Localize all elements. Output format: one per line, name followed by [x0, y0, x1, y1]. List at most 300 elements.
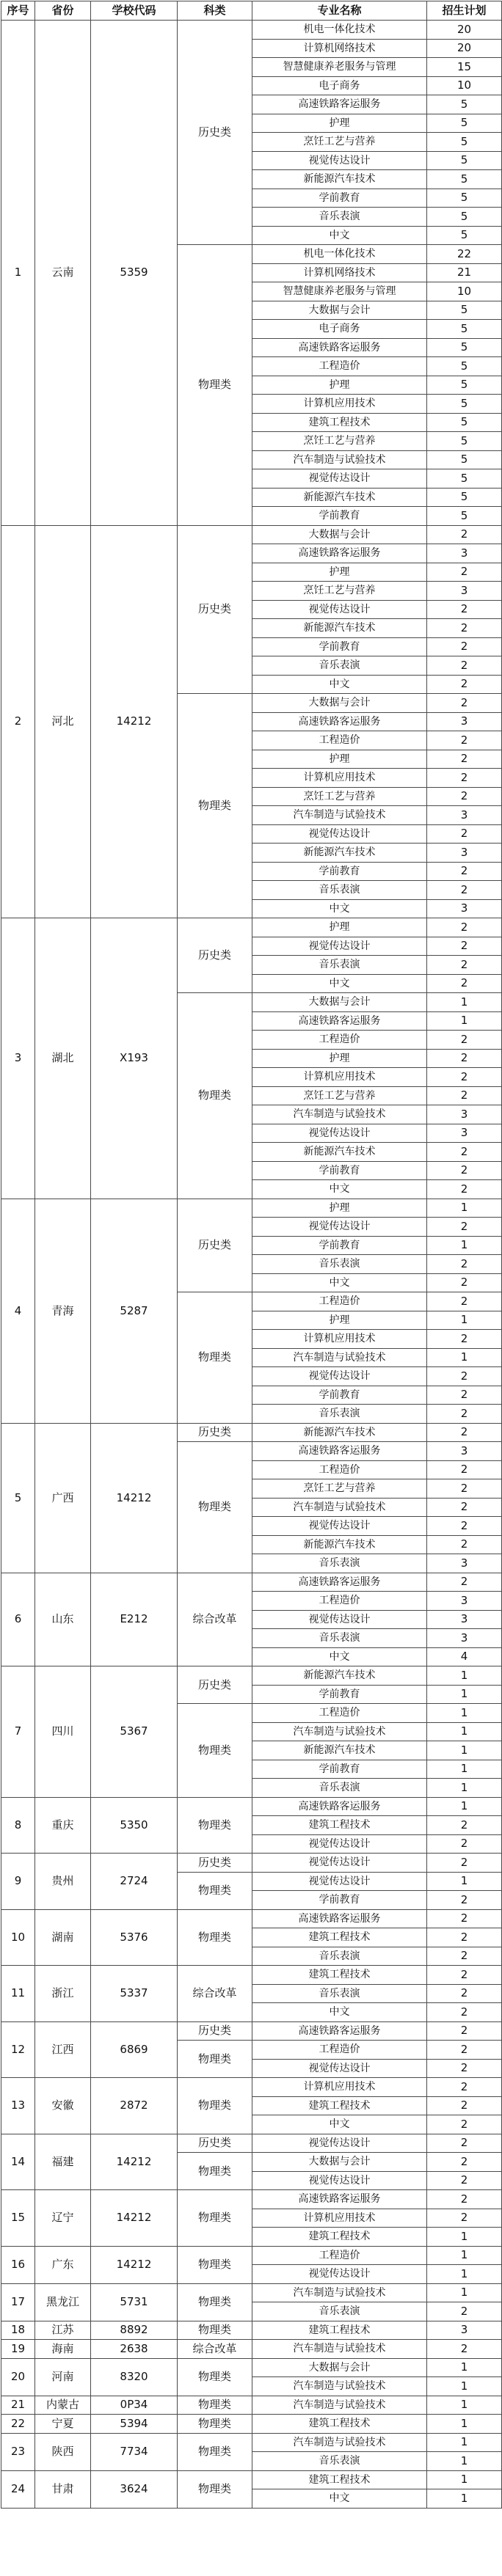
major-name-cell: 学前教育 — [252, 507, 427, 526]
plan-count-cell: 21 — [427, 263, 502, 282]
seq-number-cell: 18 — [1, 2321, 35, 2340]
major-name-cell: 汽车制造与试验技术 — [252, 806, 427, 825]
plan-count-cell: 5 — [427, 488, 502, 507]
major-name-cell: 计算机应用技术 — [252, 395, 427, 414]
major-name-cell: 计算机应用技术 — [252, 2078, 427, 2097]
school-code-cell: 5376 — [91, 1909, 178, 1966]
school-code-cell: 14212 — [91, 1423, 178, 1573]
province-cell: 宁夏 — [35, 2415, 91, 2434]
major-name-cell: 视觉传达设计 — [252, 2265, 427, 2284]
major-name-cell: 建筑工程技术 — [252, 2096, 427, 2115]
category-cell: 物理类 — [178, 1909, 252, 1966]
school-code-cell: 7734 — [91, 2433, 178, 2470]
major-name-cell: 音乐表演 — [252, 1554, 427, 1573]
plan-count-cell: 1 — [427, 2283, 502, 2302]
table-row — [1, 1573, 502, 1592]
major-name-cell: 护理 — [252, 1311, 427, 1330]
major-name-cell: 视觉传达设计 — [252, 1124, 427, 1143]
school-code-cell: 2638 — [91, 2340, 178, 2359]
plan-count-cell: 2 — [427, 1834, 502, 1854]
plan-count-cell: 20 — [427, 39, 502, 58]
plan-count-cell: 2 — [427, 2003, 502, 2022]
major-name-cell: 计算机应用技术 — [252, 1330, 427, 1349]
seq-number-cell: 24 — [1, 2470, 35, 2508]
major-name-cell: 烹饪工艺与营养 — [252, 787, 427, 806]
plan-count-cell: 2 — [427, 675, 502, 694]
plan-count-cell: 1 — [427, 1666, 502, 1686]
major-name-cell: 智慧健康养老服务与管理 — [252, 58, 427, 77]
province-cell: 湖南 — [35, 1909, 91, 1966]
plan-count-cell: 1 — [427, 1779, 502, 1798]
major-name-cell: 视觉传达设计 — [252, 1872, 427, 1891]
plan-count-cell: 3 — [427, 1105, 502, 1124]
plan-count-cell: 1 — [427, 1011, 502, 1031]
major-name-cell: 音乐表演 — [252, 656, 427, 676]
plan-count-cell: 5 — [427, 320, 502, 339]
table-row — [1, 2021, 502, 2041]
major-name-cell: 音乐表演 — [252, 1255, 427, 1274]
major-name-cell: 高速铁路客运服务 — [252, 1797, 427, 1816]
plan-count-cell: 1 — [427, 2433, 502, 2452]
major-name-cell: 建筑工程技术 — [252, 2470, 427, 2489]
plan-count-cell: 5 — [427, 226, 502, 245]
plan-count-cell: 2 — [427, 862, 502, 881]
province-cell: 贵州 — [35, 1854, 91, 1910]
table-row — [1, 1797, 502, 1816]
seq-number-cell: 10 — [1, 1909, 35, 1966]
table-row — [1, 2190, 502, 2209]
seq-number-cell: 6 — [1, 1573, 35, 1666]
school-code-cell: 14212 — [91, 2190, 178, 2247]
plan-count-cell: 2 — [427, 1143, 502, 1162]
plan-count-cell: 2 — [427, 1854, 502, 1873]
header-province: 省份 — [35, 1, 91, 21]
plan-count-cell: 2 — [427, 1031, 502, 1050]
table-row — [1, 2078, 502, 2097]
category-cell: 历史类 — [178, 21, 252, 245]
header-major: 专业名称 — [252, 1, 427, 21]
major-name-cell: 计算机应用技术 — [252, 769, 427, 788]
major-name-cell: 大数据与会计 — [252, 525, 427, 544]
major-name-cell: 大数据与会计 — [252, 2358, 427, 2377]
major-name-cell: 护理 — [252, 1049, 427, 1068]
seq-number-cell: 22 — [1, 2415, 35, 2434]
enrollment-plan-table — [1, 1, 502, 2509]
plan-count-cell: 3 — [427, 1124, 502, 1143]
table-row — [1, 918, 502, 937]
plan-count-cell: 1 — [427, 2470, 502, 2489]
plan-count-cell: 3 — [427, 1554, 502, 1573]
category-cell: 物理类 — [178, 2470, 252, 2508]
major-name-cell: 建筑工程技术 — [252, 2415, 427, 2434]
plan-count-cell: 2 — [427, 1517, 502, 1536]
plan-count-cell: 2 — [427, 1966, 502, 1985]
major-name-cell: 大数据与会计 — [252, 2153, 427, 2172]
school-code-cell: 5337 — [91, 1966, 178, 2022]
major-name-cell: 汽车制造与试验技术 — [252, 1348, 427, 1367]
plan-count-cell: 2 — [427, 1573, 502, 1592]
category-cell: 物理类 — [178, 1872, 252, 1909]
major-name-cell: 烹饪工艺与营养 — [252, 1086, 427, 1105]
school-code-cell: E212 — [91, 1573, 178, 1666]
table-row — [1, 525, 502, 544]
major-name-cell: 汽车制造与试验技术 — [252, 2283, 427, 2302]
major-name-cell: 视觉传达设计 — [252, 1610, 427, 1629]
plan-count-cell: 3 — [427, 1592, 502, 1611]
seq-number-cell: 19 — [1, 2340, 35, 2359]
category-cell: 物理类 — [178, 2358, 252, 2396]
major-name-cell: 音乐表演 — [252, 2452, 427, 2471]
school-code-cell: X193 — [91, 918, 178, 1199]
plan-count-cell: 3 — [427, 1629, 502, 1648]
major-name-cell: 汽车制造与试验技术 — [252, 2377, 427, 2396]
province-cell: 甘肃 — [35, 2470, 91, 2508]
seq-number-cell: 2 — [1, 525, 35, 918]
school-code-cell: 5394 — [91, 2415, 178, 2434]
plan-count-cell: 5 — [427, 450, 502, 469]
major-name-cell: 护理 — [252, 1199, 427, 1218]
category-cell: 物理类 — [178, 2415, 252, 2434]
major-name-cell: 护理 — [252, 918, 427, 937]
major-name-cell: 智慧健康养老服务与管理 — [252, 282, 427, 301]
category-cell: 历史类 — [178, 1666, 252, 1704]
major-name-cell: 视觉传达设计 — [252, 2134, 427, 2153]
major-name-cell: 工程造价 — [252, 1704, 427, 1723]
plan-count-cell: 3 — [427, 844, 502, 863]
table-row — [1, 2470, 502, 2489]
plan-count-cell: 2 — [427, 2134, 502, 2153]
category-cell: 历史类 — [178, 2021, 252, 2041]
province-cell: 海南 — [35, 2340, 91, 2359]
plan-count-cell: 2 — [427, 956, 502, 975]
seq-number-cell: 5 — [1, 1423, 35, 1573]
province-cell: 黑龙江 — [35, 2283, 91, 2321]
plan-count-cell: 3 — [427, 899, 502, 918]
major-name-cell: 音乐表演 — [252, 881, 427, 900]
major-name-cell: 汽车制造与试验技术 — [252, 1498, 427, 1517]
plan-count-cell: 1 — [427, 1685, 502, 1704]
plan-count-cell: 2 — [427, 1460, 502, 1479]
plan-count-cell: 2 — [427, 1161, 502, 1180]
category-cell: 物理类 — [178, 1292, 252, 1424]
plan-count-cell: 2 — [427, 2078, 502, 2097]
major-name-cell: 护理 — [252, 114, 427, 133]
seq-number-cell: 17 — [1, 2283, 35, 2321]
major-name-cell: 高速铁路客运服务 — [252, 95, 427, 114]
major-name-cell: 视觉传达设计 — [252, 1834, 427, 1854]
plan-count-cell: 5 — [427, 357, 502, 376]
province-cell: 河北 — [35, 525, 91, 918]
plan-count-cell: 2 — [427, 1891, 502, 1910]
major-name-cell: 新能源汽车技术 — [252, 488, 427, 507]
header-no: 序号 — [1, 1, 35, 21]
plan-count-cell: 1 — [427, 2396, 502, 2415]
major-name-cell: 中文 — [252, 974, 427, 993]
seq-number-cell: 9 — [1, 1854, 35, 1910]
major-name-cell: 中文 — [252, 1647, 427, 1666]
plan-count-cell: 5 — [427, 133, 502, 152]
school-code-cell: 14212 — [91, 525, 178, 918]
major-name-cell: 视觉传达设计 — [252, 824, 427, 844]
major-name-cell: 高速铁路客运服务 — [252, 1442, 427, 1461]
plan-count-cell: 2 — [427, 2115, 502, 2134]
plan-count-cell: 2 — [427, 787, 502, 806]
plan-count-cell: 2 — [427, 1273, 502, 1292]
major-name-cell: 新能源汽车技术 — [252, 1143, 427, 1162]
province-cell: 内蒙古 — [35, 2396, 91, 2415]
plan-count-cell: 5 — [427, 301, 502, 320]
seq-number-cell: 15 — [1, 2190, 35, 2247]
major-name-cell: 新能源汽车技术 — [252, 1423, 427, 1442]
plan-count-cell: 2 — [427, 750, 502, 769]
major-name-cell: 护理 — [252, 563, 427, 582]
table-row — [1, 2340, 502, 2359]
major-name-cell: 视觉传达设计 — [252, 1517, 427, 1536]
major-name-cell: 视觉传达设计 — [252, 1367, 427, 1386]
plan-count-cell: 3 — [427, 1442, 502, 1461]
plan-count-cell: 2 — [427, 1984, 502, 2003]
major-name-cell: 音乐表演 — [252, 2302, 427, 2321]
plan-count-cell: 2 — [427, 918, 502, 937]
province-cell: 云南 — [35, 21, 91, 526]
seq-number-cell: 12 — [1, 2021, 35, 2078]
major-name-cell: 中文 — [252, 675, 427, 694]
major-name-cell: 视觉传达设计 — [252, 600, 427, 619]
province-cell: 江西 — [35, 2021, 91, 2078]
major-name-cell: 视觉传达设计 — [252, 469, 427, 489]
plan-count-cell: 22 — [427, 245, 502, 264]
plan-count-cell: 2 — [427, 731, 502, 750]
category-cell: 历史类 — [178, 1854, 252, 1873]
plan-count-cell: 3 — [427, 712, 502, 731]
plan-count-cell: 2 — [427, 2302, 502, 2321]
plan-count-cell: 1 — [427, 1797, 502, 1816]
major-name-cell: 大数据与会计 — [252, 993, 427, 1012]
major-name-cell: 学前教育 — [252, 1386, 427, 1405]
major-name-cell: 计算机应用技术 — [252, 2209, 427, 2228]
table-row — [1, 1966, 502, 1985]
major-name-cell: 学前教育 — [252, 637, 427, 656]
plan-count-cell: 2 — [427, 1255, 502, 1274]
category-cell: 物理类 — [178, 694, 252, 918]
major-name-cell: 汽车制造与试验技术 — [252, 1722, 427, 1741]
major-name-cell: 建筑工程技术 — [252, 1928, 427, 1947]
plan-count-cell: 2 — [427, 694, 502, 713]
province-cell: 重庆 — [35, 1797, 91, 1854]
plan-count-cell: 3 — [427, 2321, 502, 2340]
plan-count-cell: 1 — [427, 1722, 502, 1741]
major-name-cell: 机电一体化技术 — [252, 21, 427, 40]
header-plan: 招生计划 — [427, 1, 502, 21]
plan-count-cell: 2 — [427, 1479, 502, 1499]
plan-count-cell: 1 — [427, 1199, 502, 1218]
plan-count-cell: 1 — [427, 2415, 502, 2434]
plan-count-cell: 2 — [427, 637, 502, 656]
seq-number-cell: 8 — [1, 1797, 35, 1854]
plan-count-cell: 2 — [427, 2096, 502, 2115]
major-name-cell: 高速铁路客运服务 — [252, 338, 427, 357]
major-name-cell: 学前教育 — [252, 862, 427, 881]
major-name-cell: 视觉传达设计 — [252, 937, 427, 956]
major-name-cell: 学前教育 — [252, 1161, 427, 1180]
major-name-cell: 高速铁路客运服务 — [252, 712, 427, 731]
table-row — [1, 1199, 502, 1218]
plan-count-cell: 5 — [427, 338, 502, 357]
major-name-cell: 高速铁路客运服务 — [252, 1909, 427, 1928]
plan-count-cell: 2 — [427, 1180, 502, 1199]
seq-number-cell: 7 — [1, 1666, 35, 1798]
table-row — [1, 2358, 502, 2377]
major-name-cell: 视觉传达设计 — [252, 2171, 427, 2190]
category-cell: 历史类 — [178, 918, 252, 993]
major-name-cell: 视觉传达设计 — [252, 1854, 427, 1873]
plan-count-cell: 3 — [427, 806, 502, 825]
plan-count-cell: 1 — [427, 2358, 502, 2377]
header-school-code: 学校代码 — [91, 1, 178, 21]
plan-count-cell: 2 — [427, 600, 502, 619]
table-row — [1, 2396, 502, 2415]
major-name-cell: 音乐表演 — [252, 1779, 427, 1798]
plan-count-cell: 5 — [427, 170, 502, 189]
plan-count-cell: 1 — [427, 2228, 502, 2247]
major-name-cell: 中文 — [252, 899, 427, 918]
category-cell: 物理类 — [178, 1442, 252, 1573]
plan-count-cell: 1 — [427, 2246, 502, 2265]
major-name-cell: 工程造价 — [252, 1031, 427, 1050]
plan-count-cell: 2 — [427, 1218, 502, 1237]
plan-count-cell: 2 — [427, 2209, 502, 2228]
plan-count-cell: 2 — [427, 1909, 502, 1928]
school-code-cell: 2724 — [91, 1854, 178, 1910]
province-cell: 青海 — [35, 1199, 91, 1423]
major-name-cell: 工程造价 — [252, 2246, 427, 2265]
plan-count-cell: 2 — [427, 1947, 502, 1966]
major-name-cell: 中文 — [252, 2489, 427, 2509]
plan-count-cell: 2 — [427, 1405, 502, 1424]
major-name-cell: 中文 — [252, 1273, 427, 1292]
plan-count-cell: 2 — [427, 1816, 502, 1835]
school-code-cell: 0P34 — [91, 2396, 178, 2415]
major-name-cell: 烹饪工艺与营养 — [252, 133, 427, 152]
plan-count-cell: 2 — [427, 881, 502, 900]
major-name-cell: 烹饪工艺与营养 — [252, 432, 427, 451]
major-name-cell: 学前教育 — [252, 1760, 427, 1779]
plan-count-cell: 5 — [427, 151, 502, 170]
plan-count-cell: 2 — [427, 769, 502, 788]
school-code-cell: 8320 — [91, 2358, 178, 2396]
plan-count-cell: 2 — [427, 1049, 502, 1068]
category-cell: 物理类 — [178, 2433, 252, 2470]
major-name-cell: 工程造价 — [252, 1592, 427, 1611]
plan-count-cell: 10 — [427, 76, 502, 95]
category-cell: 物理类 — [178, 2078, 252, 2134]
category-cell: 物理类 — [178, 2396, 252, 2415]
major-name-cell: 电子商务 — [252, 76, 427, 95]
province-cell: 河南 — [35, 2358, 91, 2396]
major-name-cell: 音乐表演 — [252, 208, 427, 227]
plan-count-cell: 2 — [427, 2059, 502, 2078]
plan-count-cell: 2 — [427, 1086, 502, 1105]
school-code-cell: 5350 — [91, 1797, 178, 1854]
major-name-cell: 工程造价 — [252, 1460, 427, 1479]
major-name-cell: 高速铁路客运服务 — [252, 1011, 427, 1031]
major-name-cell: 新能源汽车技术 — [252, 1535, 427, 1554]
plan-count-cell: 2 — [427, 2190, 502, 2209]
major-name-cell: 大数据与会计 — [252, 694, 427, 713]
plan-count-cell: 2 — [427, 525, 502, 544]
plan-count-cell: 4 — [427, 1647, 502, 1666]
plan-count-cell: 1 — [427, 1311, 502, 1330]
plan-count-cell: 5 — [427, 114, 502, 133]
plan-count-cell: 1 — [427, 1348, 502, 1367]
seq-number-cell: 3 — [1, 918, 35, 1199]
plan-count-cell: 2 — [427, 2340, 502, 2359]
major-name-cell: 汽车制造与试验技术 — [252, 2340, 427, 2359]
plan-count-cell: 1 — [427, 2489, 502, 2509]
province-cell: 安徽 — [35, 2078, 91, 2134]
school-code-cell: 3624 — [91, 2470, 178, 2508]
category-cell: 历史类 — [178, 525, 252, 694]
plan-count-cell: 2 — [427, 1423, 502, 1442]
school-code-cell: 14212 — [91, 2134, 178, 2190]
major-name-cell: 烹饪工艺与营养 — [252, 1479, 427, 1499]
plan-count-cell: 1 — [427, 2377, 502, 2396]
major-name-cell: 机电一体化技术 — [252, 245, 427, 264]
province-cell: 广西 — [35, 1423, 91, 1573]
major-name-cell: 计算机网络技术 — [252, 39, 427, 58]
major-name-cell: 建筑工程技术 — [252, 2321, 427, 2340]
major-name-cell: 中文 — [252, 2003, 427, 2022]
table-row — [1, 2415, 502, 2434]
category-cell: 历史类 — [178, 1199, 252, 1292]
major-name-cell: 电子商务 — [252, 320, 427, 339]
plan-count-cell: 3 — [427, 582, 502, 601]
plan-count-cell: 5 — [427, 208, 502, 227]
category-cell: 历史类 — [178, 2134, 252, 2153]
category-cell: 物理类 — [178, 2321, 252, 2340]
table-row — [1, 1423, 502, 1442]
plan-count-cell: 5 — [427, 395, 502, 414]
table-row — [1, 2134, 502, 2153]
major-name-cell: 建筑工程技术 — [252, 1966, 427, 1985]
school-code-cell: 5359 — [91, 21, 178, 526]
header-row — [1, 1, 502, 21]
major-name-cell: 高速铁路客运服务 — [252, 544, 427, 563]
header-category: 科类 — [178, 1, 252, 21]
major-name-cell: 新能源汽车技术 — [252, 1741, 427, 1760]
plan-count-cell: 3 — [427, 544, 502, 563]
major-name-cell: 汽车制造与试验技术 — [252, 450, 427, 469]
category-cell: 综合改革 — [178, 2340, 252, 2359]
major-name-cell: 学前教育 — [252, 1685, 427, 1704]
major-name-cell: 音乐表演 — [252, 1947, 427, 1966]
category-cell: 物理类 — [178, 2041, 252, 2078]
plan-count-cell: 3 — [427, 1610, 502, 1629]
major-name-cell: 视觉传达设计 — [252, 2059, 427, 2078]
seq-number-cell: 14 — [1, 2134, 35, 2190]
plan-count-cell: 2 — [427, 563, 502, 582]
category-cell: 物理类 — [178, 1704, 252, 1798]
plan-count-cell: 5 — [427, 432, 502, 451]
category-cell: 物理类 — [178, 2283, 252, 2321]
major-name-cell: 视觉传达设计 — [252, 1218, 427, 1237]
plan-count-cell: 2 — [427, 1330, 502, 1349]
plan-count-cell: 2 — [427, 824, 502, 844]
plan-count-cell: 1 — [427, 2265, 502, 2284]
major-name-cell: 音乐表演 — [252, 1984, 427, 2003]
category-cell: 综合改革 — [178, 1966, 252, 2022]
plan-count-cell: 5 — [427, 376, 502, 395]
